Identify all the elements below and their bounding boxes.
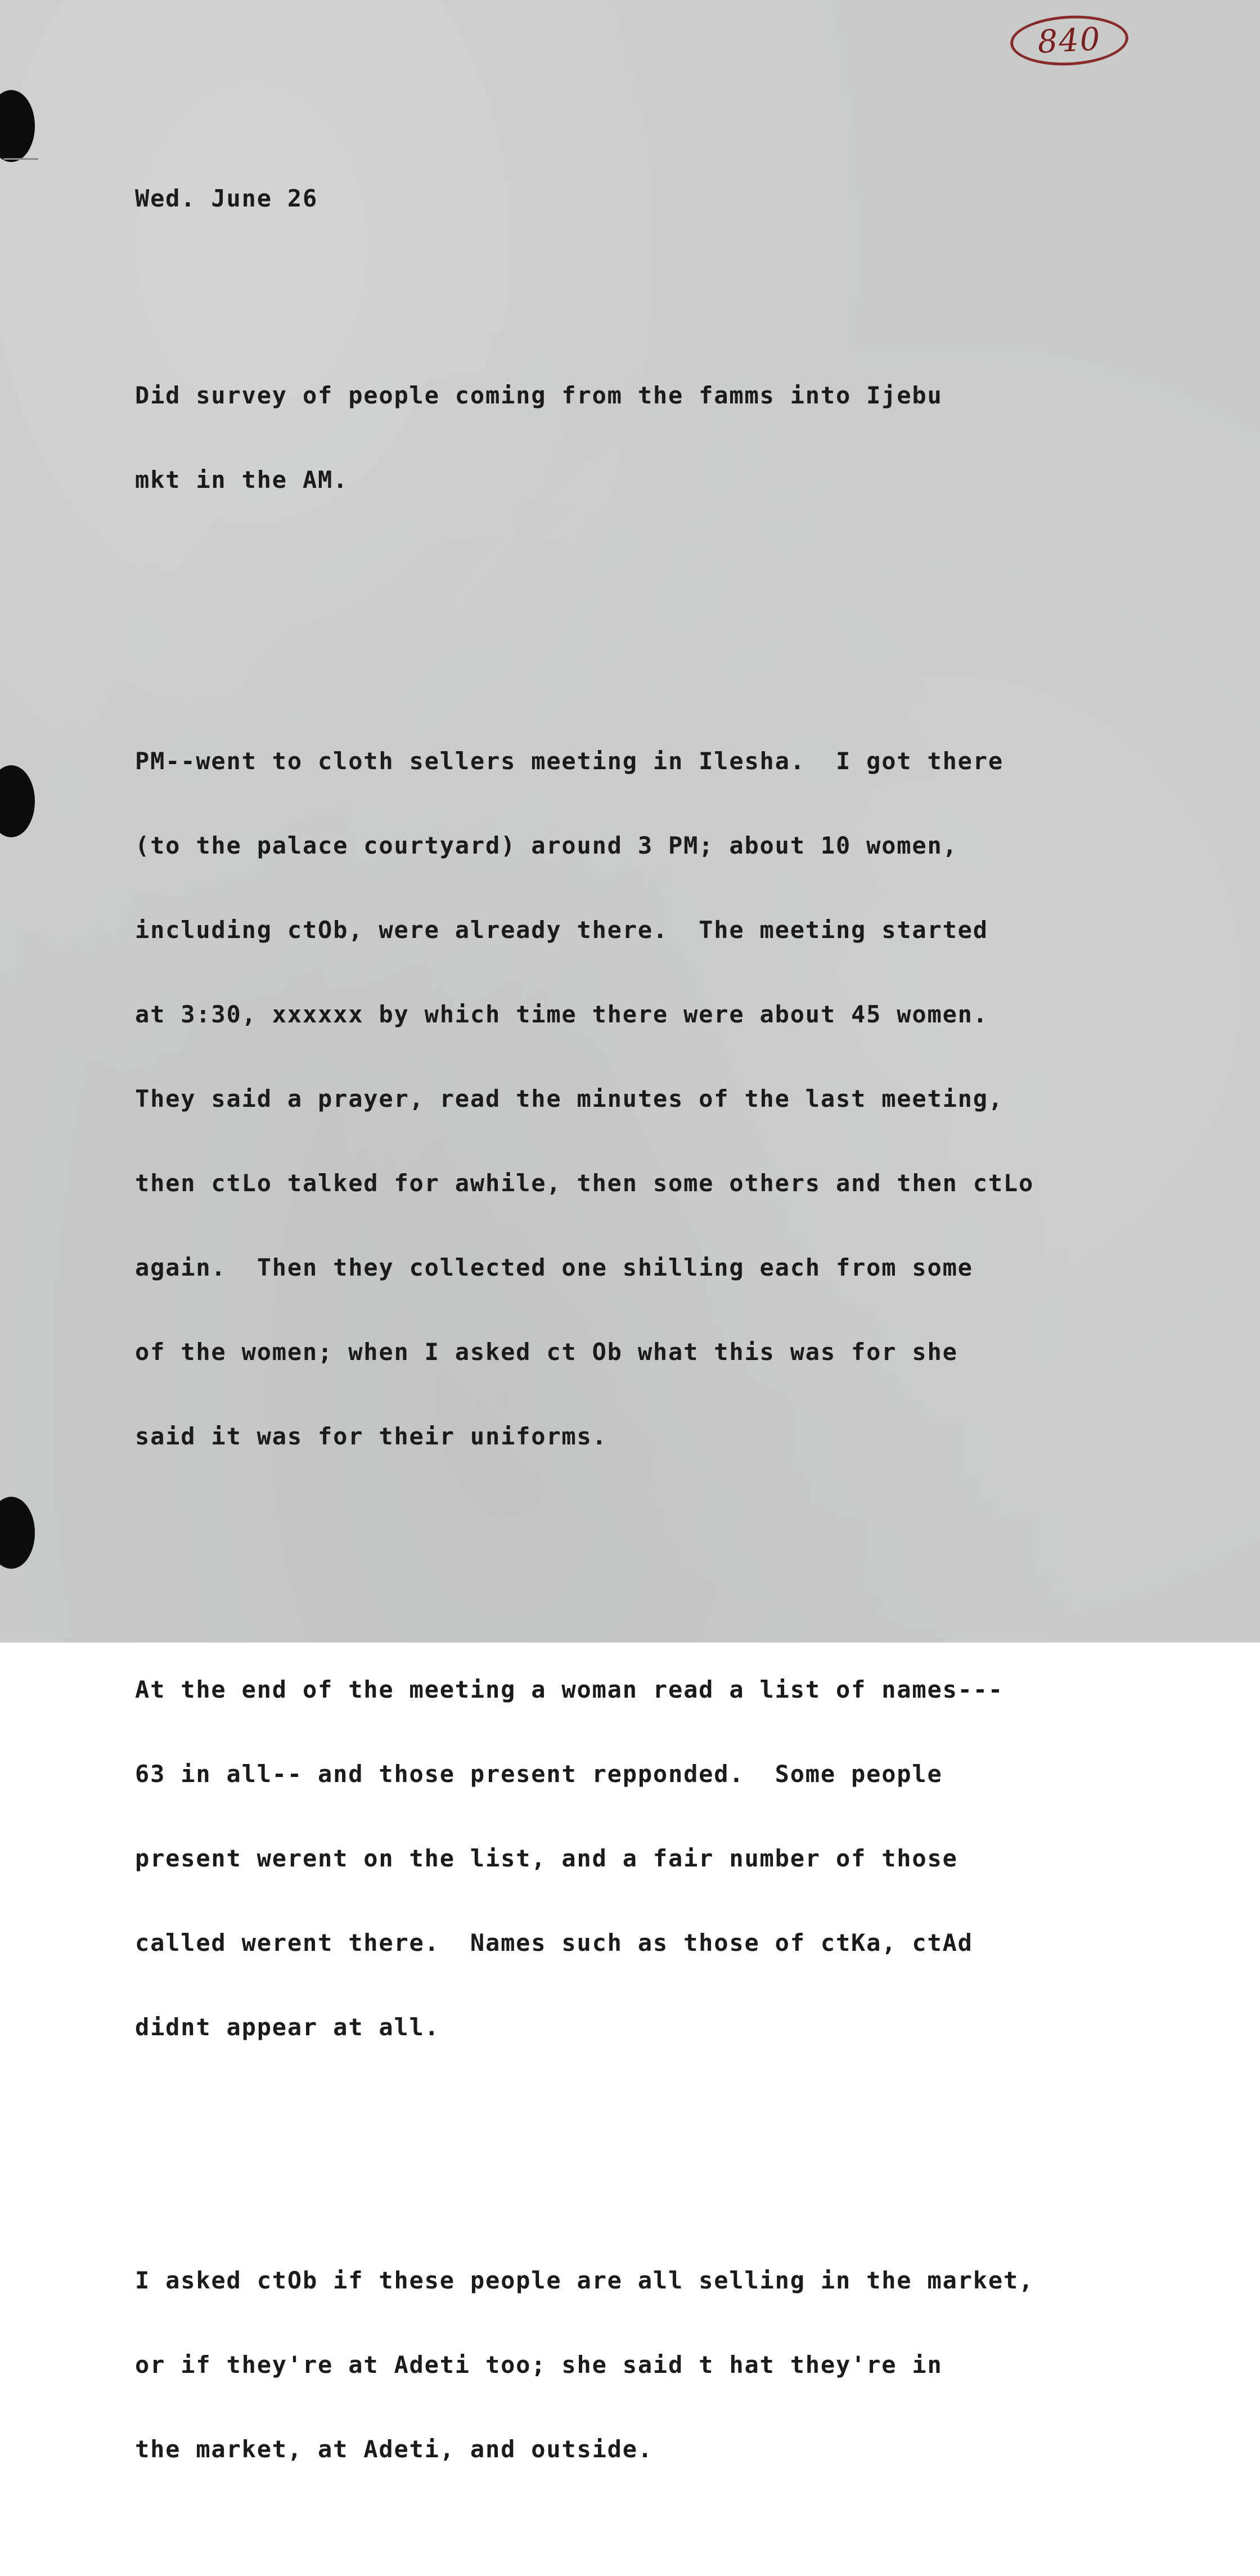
text-line: the market, at Adeti, and outside. <box>135 2435 653 2463</box>
paragraph-question <box>135 2210 1181 2520</box>
text-line: present werent on the list, and a fair number of those <box>135 1845 958 1872</box>
text-line: at 3:30, xxxxxx by which time there were about 45 women. <box>135 1000 988 1028</box>
text-line: PM--went to cloth sellers meeting in Ilesha. I got there <box>135 747 1004 775</box>
text-line: again. Then they collected one shilling each from some <box>135 1254 973 1281</box>
text-line: including ctOb, were already there. The meeting started <box>135 916 988 944</box>
text-line: didnt appear at all. <box>135 2013 440 2041</box>
punch-hole-middle <box>0 765 35 837</box>
text-line: (to the palace courtyard) around 3 PM; about 10 women, <box>135 832 958 859</box>
text-line: then ctLo talked for awhile, then some others and then ctLo <box>135 1169 1034 1197</box>
page-number: 840 <box>1036 20 1102 61</box>
text-line: 63 in all-- and those present repponded. Some people <box>135 1760 943 1788</box>
text-line: mkt in the AM. <box>135 466 349 493</box>
paragraph-names-list <box>135 1619 1181 2098</box>
paragraph-survey <box>135 325 1181 550</box>
page-number-stamp <box>1009 13 1130 69</box>
punch-hole-bottom <box>0 1497 35 1569</box>
text-line: or if they're at Adeti too; she said t hat they're in <box>135 2351 943 2378</box>
text-line: said it was for their uniforms. <box>135 1422 608 1450</box>
text-line: called werent there. Names such as those of ctKa, ctAd <box>135 1929 973 1956</box>
punch-hole-top <box>0 90 35 162</box>
entry-date: Wed. June 26 <box>135 185 318 212</box>
text-line: They said a prayer, read the minutes of the last meeting, <box>135 1085 1004 1112</box>
text-line: Did survey of people coming from the famms into Ijebu <box>135 382 943 409</box>
text-line: of the women; when I asked ct Ob what this was for she <box>135 1338 958 1366</box>
text-line: At the end of the meeting a woman read a list of names--- <box>135 1676 1004 1703</box>
text-line: I asked ctOb if these people are all selling in the market, <box>135 2267 1034 2294</box>
paragraph-meeting <box>135 691 1181 1507</box>
typed-entry <box>135 128 1181 2576</box>
margin-mark <box>3 158 38 160</box>
